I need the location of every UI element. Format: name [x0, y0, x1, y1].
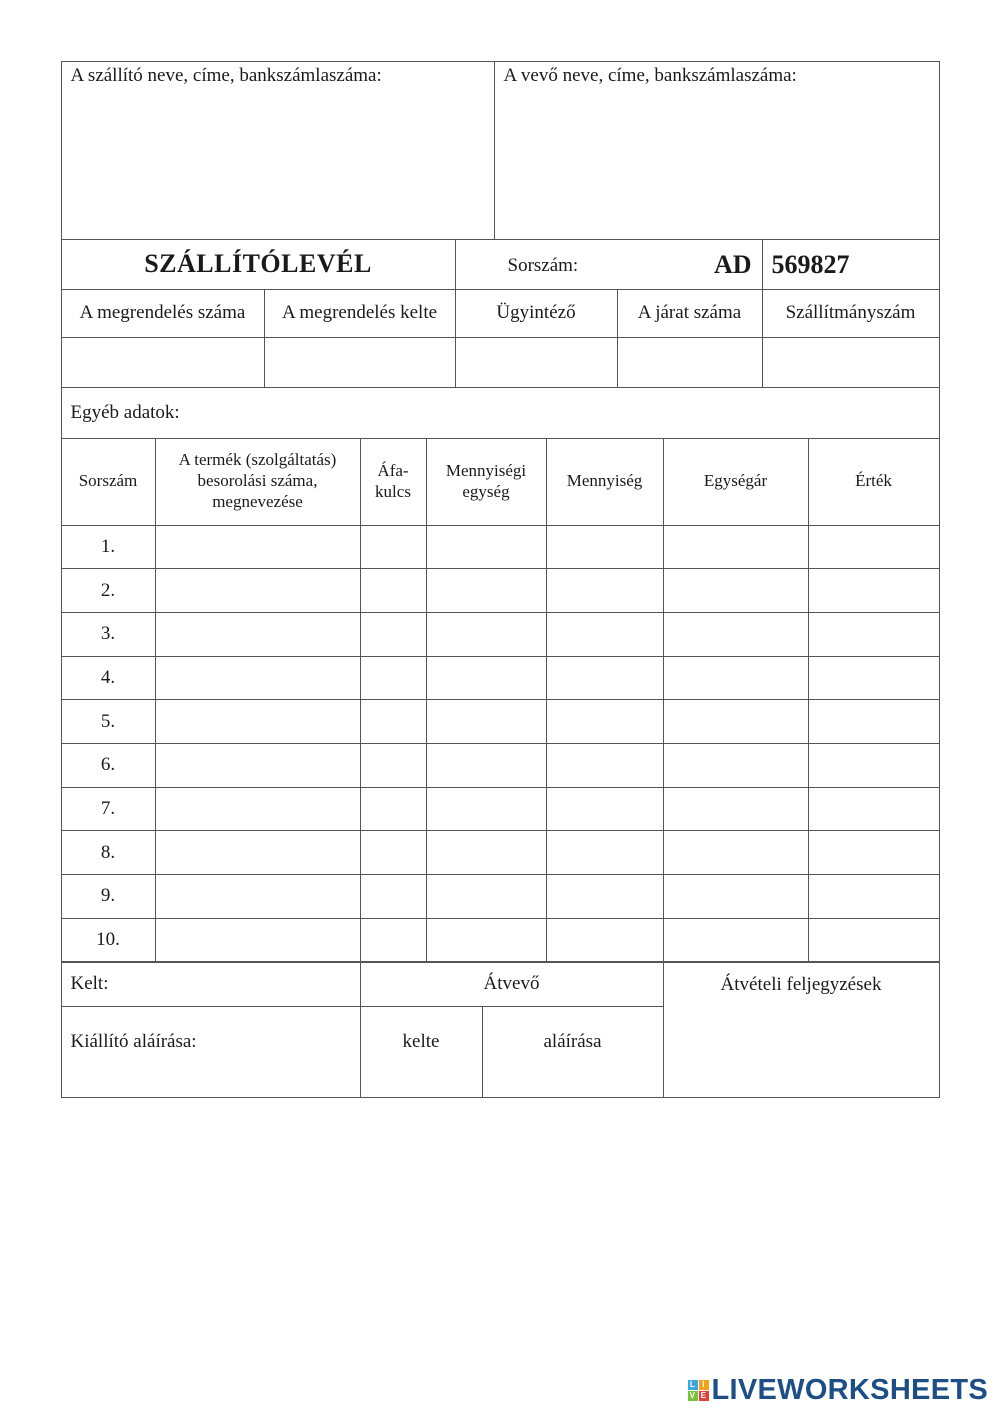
item-unit-field[interactable] [426, 830, 547, 875]
item-vat-field[interactable] [360, 525, 427, 570]
item-product-field[interactable] [155, 525, 361, 570]
buyer-label: A vevő neve, címe, bankszámlaszáma: [503, 64, 797, 86]
serial-number: 569827 [771, 249, 850, 279]
item-unit-field[interactable] [426, 568, 547, 613]
item-unit-field[interactable] [426, 612, 547, 657]
item-unit-field[interactable] [426, 874, 547, 919]
serial-cell [455, 239, 763, 290]
item-quantity-field[interactable] [546, 787, 664, 832]
item-vat-field[interactable] [360, 612, 427, 657]
issuer-signature-field[interactable] [61, 1006, 361, 1098]
item-unit-price-field[interactable] [663, 874, 809, 919]
row-number: 10. [61, 918, 156, 963]
item-unit-field[interactable] [426, 787, 547, 832]
row-number: 3. [61, 612, 156, 657]
item-value-field[interactable] [808, 699, 940, 744]
item-unit-price-field[interactable] [663, 743, 809, 788]
row-number: 5. [61, 699, 156, 744]
col-header-vat: Áfa-kulcs [360, 438, 427, 526]
serial-label: Sorszám: [507, 254, 579, 276]
row-number: 1. [61, 525, 156, 570]
item-product-field[interactable] [155, 656, 361, 701]
item-vat-field[interactable] [360, 568, 427, 613]
clerk-field[interactable] [455, 337, 618, 388]
item-product-field[interactable] [155, 830, 361, 875]
item-quantity-field[interactable] [546, 699, 664, 744]
order-date-field[interactable] [264, 337, 456, 388]
item-value-field[interactable] [808, 743, 940, 788]
item-unit-field[interactable] [426, 525, 547, 570]
item-quantity-field[interactable] [546, 830, 664, 875]
receiver-signature-label: aláírása [543, 1030, 602, 1052]
receiver-date-label: kelte [402, 1030, 440, 1052]
col-header-unit-price: Egységár [663, 438, 809, 526]
item-value-field[interactable] [808, 656, 940, 701]
item-value-field[interactable] [808, 612, 940, 657]
issuer-signature-label: Kiállító aláírása: [70, 1030, 197, 1052]
item-unit-price-field[interactable] [663, 612, 809, 657]
item-unit-price-field[interactable] [663, 918, 809, 963]
item-quantity-field[interactable] [546, 525, 664, 570]
receiver-signature-field[interactable] [482, 1006, 664, 1098]
serial-prefix: AD [713, 249, 752, 279]
item-value-field[interactable] [808, 874, 940, 919]
other-data-label: Egyéb adatok: [70, 401, 180, 423]
order-date-header: A megrendelés kelte [264, 289, 456, 338]
supplier-label: A szállító neve, címe, bankszámlaszáma: [70, 64, 382, 86]
receiver-header: Átvevő [360, 962, 664, 1007]
date-label: Kelt: [70, 973, 109, 994]
supplier-box[interactable] [61, 61, 495, 240]
item-quantity-field[interactable] [546, 612, 664, 657]
item-value-field[interactable] [808, 525, 940, 570]
col-header-serial: Sorszám [61, 438, 156, 526]
date-field[interactable] [61, 962, 361, 1007]
item-vat-field[interactable] [360, 918, 427, 963]
item-unit-field[interactable] [426, 656, 547, 701]
col-header-product: A termék (szolgáltatás) besorolási száma, megnevezése [155, 438, 361, 526]
liveworksheets-mark-icon: L I V E [688, 1380, 709, 1401]
item-vat-field[interactable] [360, 830, 427, 875]
item-unit-price-field[interactable] [663, 525, 809, 570]
order-number-field[interactable] [61, 337, 265, 388]
item-product-field[interactable] [155, 874, 361, 919]
item-unit-field[interactable] [426, 743, 547, 788]
receipt-notes-label: Átvételi feljegyzések [720, 973, 882, 995]
item-unit-price-field[interactable] [663, 656, 809, 701]
row-number: 9. [61, 874, 156, 919]
item-unit-field[interactable] [426, 699, 547, 744]
item-quantity-field[interactable] [546, 656, 664, 701]
row-number: 4. [61, 656, 156, 701]
liveworksheets-logo [688, 1372, 989, 1408]
item-product-field[interactable] [155, 612, 361, 657]
item-quantity-field[interactable] [546, 743, 664, 788]
item-vat-field[interactable] [360, 787, 427, 832]
item-product-field[interactable] [155, 568, 361, 613]
item-quantity-field[interactable] [546, 918, 664, 963]
clerk-header: Ügyintéző [455, 289, 618, 338]
row-number: 2. [61, 568, 156, 613]
serial-number-cell [762, 239, 940, 290]
item-quantity-field[interactable] [546, 568, 664, 613]
item-product-field[interactable] [155, 918, 361, 963]
row-number: 6. [61, 743, 156, 788]
item-vat-field[interactable] [360, 743, 427, 788]
title-cell [61, 239, 456, 290]
row-number: 7. [61, 787, 156, 832]
item-unit-field[interactable] [426, 918, 547, 963]
receiver-date-field[interactable] [360, 1006, 483, 1098]
receipt-notes-field[interactable] [663, 962, 940, 1098]
item-vat-field[interactable] [360, 656, 427, 701]
item-value-field[interactable] [808, 787, 940, 832]
route-number-header: A járat száma [617, 289, 763, 338]
item-value-field[interactable] [808, 568, 940, 613]
row-number: 8. [61, 830, 156, 875]
col-header-quantity: Mennyiség [546, 438, 664, 526]
item-unit-price-field[interactable] [663, 787, 809, 832]
item-product-field[interactable] [155, 787, 361, 832]
other-data-field[interactable] [61, 387, 940, 439]
item-quantity-field[interactable] [546, 874, 664, 919]
shipment-number-field[interactable] [762, 337, 940, 388]
item-vat-field[interactable] [360, 874, 427, 919]
item-unit-price-field[interactable] [663, 699, 809, 744]
item-product-field[interactable] [155, 699, 361, 744]
buyer-box[interactable] [494, 61, 940, 240]
route-number-field[interactable] [617, 337, 763, 388]
col-header-value: Érték [808, 438, 940, 526]
document-title: SZÁLLÍTÓLEVÉL [144, 249, 372, 278]
shipment-number-header: Szállítmányszám [762, 289, 940, 338]
item-unit-price-field[interactable] [663, 830, 809, 875]
item-product-field[interactable] [155, 743, 361, 788]
col-header-unit: Mennyiségi egység [426, 438, 547, 526]
item-vat-field[interactable] [360, 699, 427, 744]
order-number-header: A megrendelés száma [61, 289, 265, 338]
item-value-field[interactable] [808, 830, 940, 875]
liveworksheets-wordmark: LIVEWORKSHEETS [711, 1373, 988, 1406]
item-value-field[interactable] [808, 918, 940, 963]
item-unit-price-field[interactable] [663, 568, 809, 613]
